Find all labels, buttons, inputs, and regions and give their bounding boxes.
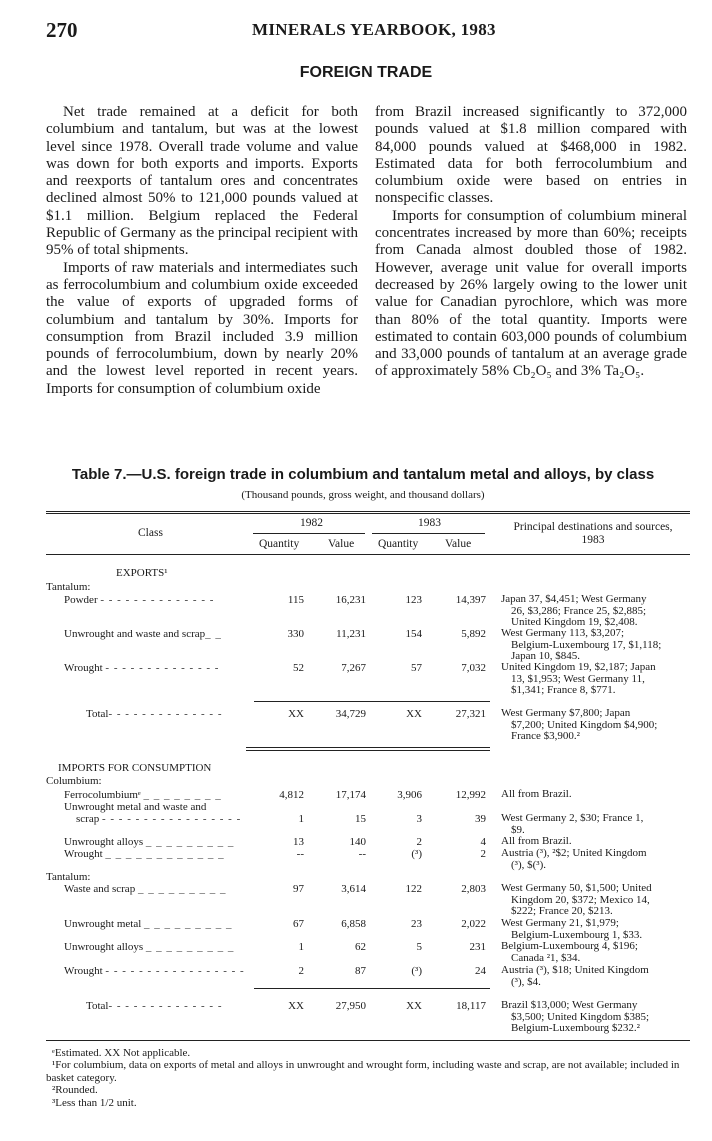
cell-q82: 1 — [298, 941, 304, 953]
row-label: Waste and scrap _ _ _ _ _ _ _ _ _ — [64, 883, 227, 895]
cell-v82: 17,174 — [335, 789, 366, 801]
total-rule — [254, 988, 490, 989]
table-title: Table 7.—U.S. foreign trade in columbium and tantalum metal and alloys, by class — [71, 466, 655, 483]
cell-q83: 3,906 — [397, 789, 422, 801]
row-label: Wrought _ _ _ _ _ _ _ _ _ _ _ _ — [64, 848, 225, 860]
cell-v82: -- — [358, 848, 366, 860]
header-class: Class — [138, 527, 163, 539]
paragraph: from Brazil increased significantly to 372,000 pounds valued at $1.8 million compared with 84,000 pounds valued at $468,000 in 1982. Estimated data for both ferrocolumbium and columbium oxide were based on entries in nonspecific classes. — [375, 104, 687, 207]
cell-v82: 140 — [349, 836, 366, 848]
section-rule — [246, 750, 490, 751]
footnote: ¹For columbium, data on exports of metal and alloys in unwrought and wrought form, including waste and scrap, are not available; included in basket category. — [46, 1059, 680, 1084]
cell-q82: 4,812 — [279, 789, 304, 801]
row-label: Wrought - - - - - - - - - - - - - - — [64, 662, 220, 674]
cell-destinations: West Germany $7,800; Japan $7,200; United Kingdom $4,900; France $3,900.² — [501, 707, 658, 743]
cell-q82: 97 — [293, 883, 304, 895]
cell-destinations: Japan 37, $4,451; West Germany 26, $3,286; France 25, $2,885; United Kingdom 19, $2,408. — [501, 593, 647, 629]
cell-q83: XX — [406, 1000, 422, 1012]
group-label: Columbium: — [46, 775, 102, 787]
cell-destinations: All from Brazil. — [501, 835, 572, 847]
footnote: ᵉEstimated. XX Not applicable. — [52, 1047, 191, 1059]
cell-destinations: United Kingdom 19, $2,187; Japan 13, $1,953; West Germany 11, $1,341; France 8, $771. — [501, 661, 656, 697]
cell-v82: 16,231 — [335, 594, 366, 606]
paragraph: Net trade remained at a deficit for both columbium and tantalum, but was at the lowest level since 1978. Overall trade volume and value was down for both exports and imports. Exports and reexports of tantalum ores and concentrates declined almost 50% to 121,000 pounds valued at $1.1 million. Belgium replaced the Federal Republic of Germany as the principal recipient with 95% of total shipments. — [46, 104, 358, 259]
cell-destinations: Austria (³), $18; United Kingdom (³), $4. — [501, 964, 649, 988]
cell-v83: 2,803 — [461, 883, 486, 895]
row-label: Powder - - - - - - - - - - - - - - — [64, 594, 215, 606]
row-label: Unwrought alloys _ _ _ _ _ _ _ _ _ — [64, 836, 235, 848]
table-bottom-rule — [46, 1040, 690, 1041]
cell-v83: 231 — [469, 941, 486, 953]
paragraph: Imports for consumption of columbium mineral concentrates increased by more than 60%; receipts from Canada almost doubled those of 1982. However, average unit value for overall imports decreased by 26% largely owing to the lower unit value for Canadian pyrochlore, which was more than 80% of the total quantity. Imports were estimated to contain 603,000 pounds of columbium and 33,000 pounds of tantalum at an average grade of approximately 58% Cb₂O₅ and 3% Ta₂O₅. — [375, 207, 687, 380]
year-rule — [253, 533, 365, 534]
cell-q83: 57 — [411, 662, 422, 674]
cell-v82: 7,267 — [341, 662, 366, 674]
cell-v82: 34,729 — [335, 708, 366, 720]
total-rule — [254, 701, 490, 702]
header-value-1982: Value — [328, 538, 355, 550]
cell-v83: 24 — [475, 965, 486, 977]
cell-q83: 154 — [405, 628, 422, 640]
cell-q83: 122 — [405, 883, 422, 895]
cell-destinations: Belgium-Luxembourg 4, $196; Canada ²1, $34. — [501, 940, 638, 964]
cell-destinations: Brazil $13,000; West Germany $3,500; United Kingdom $385; Belgium-Luxembourg $232.² — [501, 999, 650, 1035]
cell-q82: 330 — [287, 628, 304, 640]
footnotes — [46, 1047, 690, 1109]
cell-q82: 115 — [287, 594, 304, 606]
header-value-1983: Value — [445, 538, 472, 550]
row-label: Unwrought and waste and scrap_ _ — [64, 628, 222, 640]
row-label: Ferrocolumbiumᵉ _ _ _ _ _ _ _ _ — [64, 789, 222, 801]
page-header — [0, 18, 712, 44]
section-title: FOREIGN TRADE — [299, 64, 433, 81]
cell-v83: 27,321 — [455, 708, 486, 720]
cell-v83: 14,397 — [455, 594, 486, 606]
cell-q82: 2 — [298, 965, 304, 977]
cell-q82: 52 — [293, 662, 304, 674]
cell-v83: 39 — [475, 813, 486, 825]
cell-q83: XX — [406, 708, 422, 720]
left-column — [46, 104, 358, 398]
cell-q83: 5 — [416, 941, 422, 953]
cell-q83: 3 — [416, 813, 422, 825]
table-top-rule — [46, 511, 690, 512]
cell-q82: XX — [288, 1000, 304, 1012]
cell-v83: 4 — [480, 836, 486, 848]
cell-q83: (³) — [411, 848, 422, 860]
footnote: ³Less than 1/2 unit. — [52, 1096, 137, 1109]
table-top-rule — [46, 513, 690, 514]
paragraph: Imports of raw materials and intermediates such as ferrocolumbium and columbium oxide exceeded the value of exports of upgraded forms of columbium and tantalum by 30%. Imports for consumption from Brazil included 3.9 million pounds of ferrocolumbium, down by nearly 20% and the lowest level reported in recent years. Imports for consumption of columbium oxide — [46, 259, 358, 397]
cell-destinations: West Germany 2, $30; France 1, $9. — [501, 812, 644, 836]
cell-q83: 123 — [405, 594, 422, 606]
footnote: ²Rounded. — [52, 1084, 98, 1097]
right-column — [375, 104, 687, 381]
row-label: Unwrought metal and waste and — [64, 801, 207, 813]
cell-v82: 27,950 — [335, 1000, 366, 1012]
cell-q83: 23 — [411, 918, 422, 930]
header-destinations: Principal destinations and sources, 1983 — [513, 521, 673, 546]
cell-v82: 3,614 — [341, 883, 366, 895]
exports-heading: EXPORTS¹ — [116, 567, 168, 579]
header-quantity-1983: Quantity — [378, 538, 419, 550]
header-quantity-1982: Quantity — [259, 538, 300, 550]
cell-v83: 12,992 — [455, 789, 486, 801]
cell-v82: 11,231 — [336, 628, 366, 640]
group-label: Tantalum: — [46, 581, 91, 593]
cell-destinations: All from Brazil. — [501, 788, 572, 800]
cell-v82: 62 — [355, 941, 366, 953]
running-title: MINERALS YEARBOOK, 1983 — [252, 20, 496, 39]
cell-q82: 67 — [293, 918, 304, 930]
row-label: Unwrought alloys _ _ _ _ _ _ _ _ _ — [64, 941, 235, 953]
cell-v82: 15 — [355, 813, 366, 825]
cell-q82: 1 — [298, 813, 304, 825]
cell-q83: (³) — [411, 965, 422, 977]
header-year-1982: 1982 — [300, 517, 323, 529]
cell-v83: 7,032 — [461, 662, 486, 674]
cell-destinations: West Germany 113, $3,207; Belgium-Luxembourg 17, $1,118; Japan 10, $845. — [501, 627, 662, 663]
section-rule — [246, 747, 490, 748]
imports-heading: IMPORTS FOR CONSUMPTION — [58, 762, 212, 774]
header-bottom-rule — [46, 554, 690, 555]
row-label: Wrought - - - - - - - - - - - - - - - - - — [64, 965, 245, 977]
cell-v83: 5,892 — [461, 628, 486, 640]
cell-v83: 18,117 — [456, 1000, 486, 1012]
cell-destinations: West Germany 21, $1,979; Belgium-Luxembourg 1, $33. — [501, 917, 643, 941]
group-label: Tantalum: — [46, 871, 91, 883]
cell-destinations: West Germany 50, $1,500; United Kingdom 20, $372; Mexico 14, $222; France 20, $213. — [501, 882, 652, 918]
cell-v82: 87 — [355, 965, 366, 977]
row-label: Total- - - - - - - - - - - - - - — [86, 708, 223, 720]
page-number: 270 — [46, 18, 78, 42]
cell-q82: 13 — [293, 836, 304, 848]
cell-v82: 6,858 — [341, 918, 366, 930]
row-label: scrap - - - - - - - - - - - - - - - - - — [76, 813, 242, 825]
cell-q83: 2 — [416, 836, 422, 848]
row-label: Unwrought metal _ _ _ _ _ _ _ _ _ — [64, 918, 233, 930]
cell-q82: -- — [296, 848, 304, 860]
year-rule — [372, 533, 485, 534]
cell-destinations: Austria (³), ²$2; United Kingdom (³), $(³). — [501, 847, 647, 871]
cell-v83: 2,022 — [461, 918, 486, 930]
header-year-1983: 1983 — [418, 517, 441, 529]
cell-v83: 2 — [480, 848, 486, 860]
row-label: Total- - - - - - - - - - - - - - — [86, 1000, 223, 1012]
table-subtitle: (Thousand pounds, gross weight, and thousand dollars) — [241, 489, 485, 501]
cell-q82: XX — [288, 708, 304, 720]
